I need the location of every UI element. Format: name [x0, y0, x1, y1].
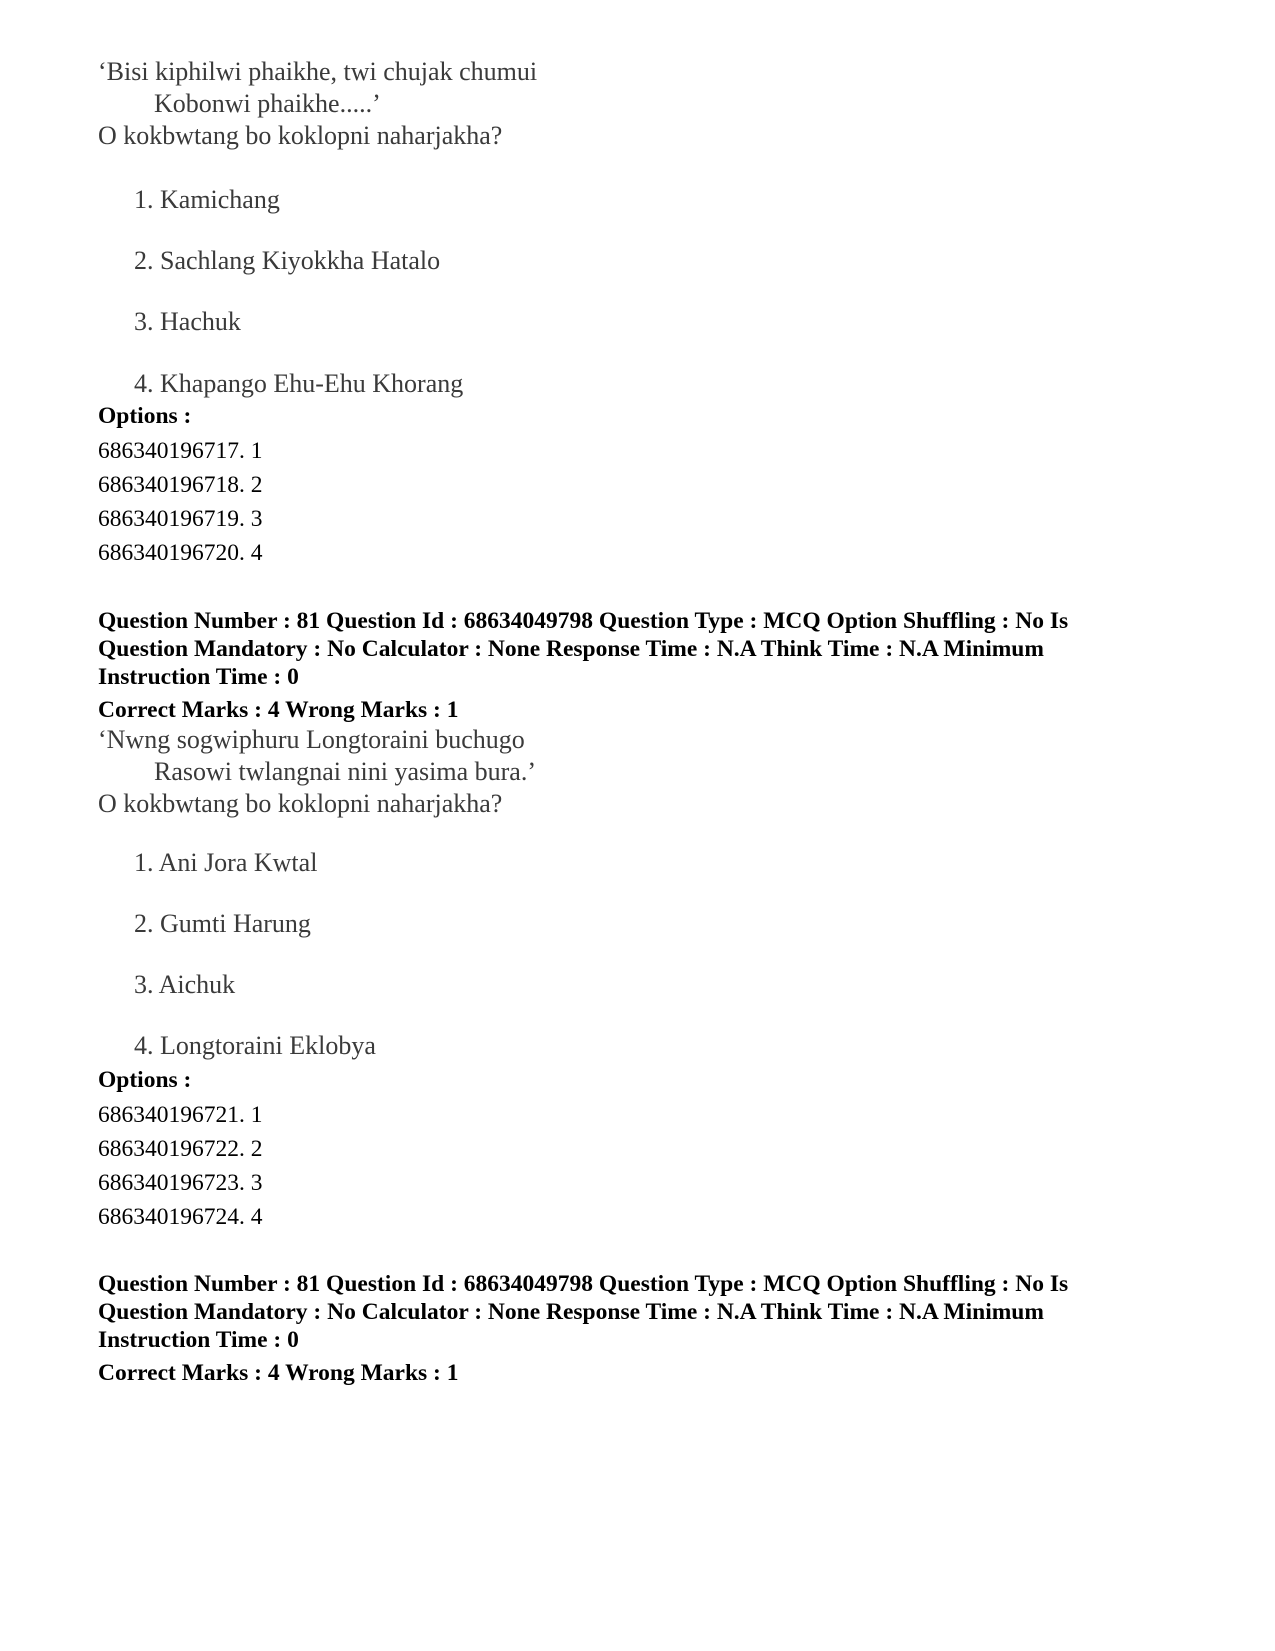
question-line: Kobonwi phaikhe.....’: [154, 89, 381, 118]
choice-item: 1. Ani Jora Kwtal: [134, 848, 318, 877]
meta-line: Question Mandatory : No Calculator : None Response Time : N.A Think Time : N.A Minimum: [98, 1299, 1044, 1325]
options-section-2: [98, 1066, 263, 1234]
choice-item: 2. Gumti Harung: [134, 909, 311, 938]
question-text-1: [98, 56, 537, 152]
choice-item: 1. Kamichang: [134, 185, 280, 214]
options-label: Options :: [98, 1067, 192, 1093]
option-line: 686340196718. 2: [98, 472, 263, 498]
meta-line: Question Number : 81 Question Id : 68634049798 Question Type : MCQ Option Shuffling : No Is: [98, 1271, 1069, 1297]
question-line: O kokbwtang bo koklopni naharjakha?: [98, 789, 503, 818]
choice-item: 2. Sachlang Kiyokkha Hatalo: [134, 246, 441, 275]
question-meta-3: [98, 1270, 1198, 1387]
marks-line: Correct Marks : 4 Wrong Marks : 1: [98, 1360, 459, 1386]
choice-item: 4. Khapango Ehu-Ehu Khorang: [134, 369, 464, 398]
option-line: 686340196721. 1: [98, 1102, 263, 1128]
option-line: 686340196722. 2: [98, 1136, 263, 1162]
marks-line: Correct Marks : 4 Wrong Marks : 1: [98, 697, 459, 723]
question-text-2: [98, 724, 536, 820]
choice-item: 3. Hachuk: [134, 307, 241, 336]
question-line: ‘Nwng sogwiphuru Longtoraini buchugo: [98, 725, 525, 754]
choice-item: 3. Aichuk: [134, 970, 236, 999]
meta-line: Question Mandatory : No Calculator : None Response Time : N.A Think Time : N.A Minimum: [98, 636, 1044, 662]
question-line: O kokbwtang bo koklopni naharjakha?: [98, 121, 503, 150]
option-line: 686340196717. 1: [98, 438, 263, 464]
meta-line: Instruction Time : 0: [98, 664, 299, 690]
meta-line: Instruction Time : 0: [98, 1327, 299, 1353]
option-line: 686340196719. 3: [98, 506, 263, 532]
meta-line: Question Number : 81 Question Id : 68634049798 Question Type : MCQ Option Shuffling : No Is: [98, 608, 1069, 634]
choice-item: 4. Longtoraini Eklobya: [134, 1031, 376, 1060]
options-section-1: [98, 402, 263, 570]
option-line: 686340196724. 4: [98, 1204, 263, 1230]
option-line: 686340196723. 3: [98, 1170, 263, 1196]
question-line: Rasowi twlangnai nini yasima bura.’: [154, 757, 536, 786]
question-line: ‘Bisi kiphilwi phaikhe, twi chujak chumui: [98, 57, 538, 86]
question-meta-2: [98, 607, 1198, 724]
options-label: Options :: [98, 403, 192, 429]
option-line: 686340196720. 4: [98, 540, 263, 566]
